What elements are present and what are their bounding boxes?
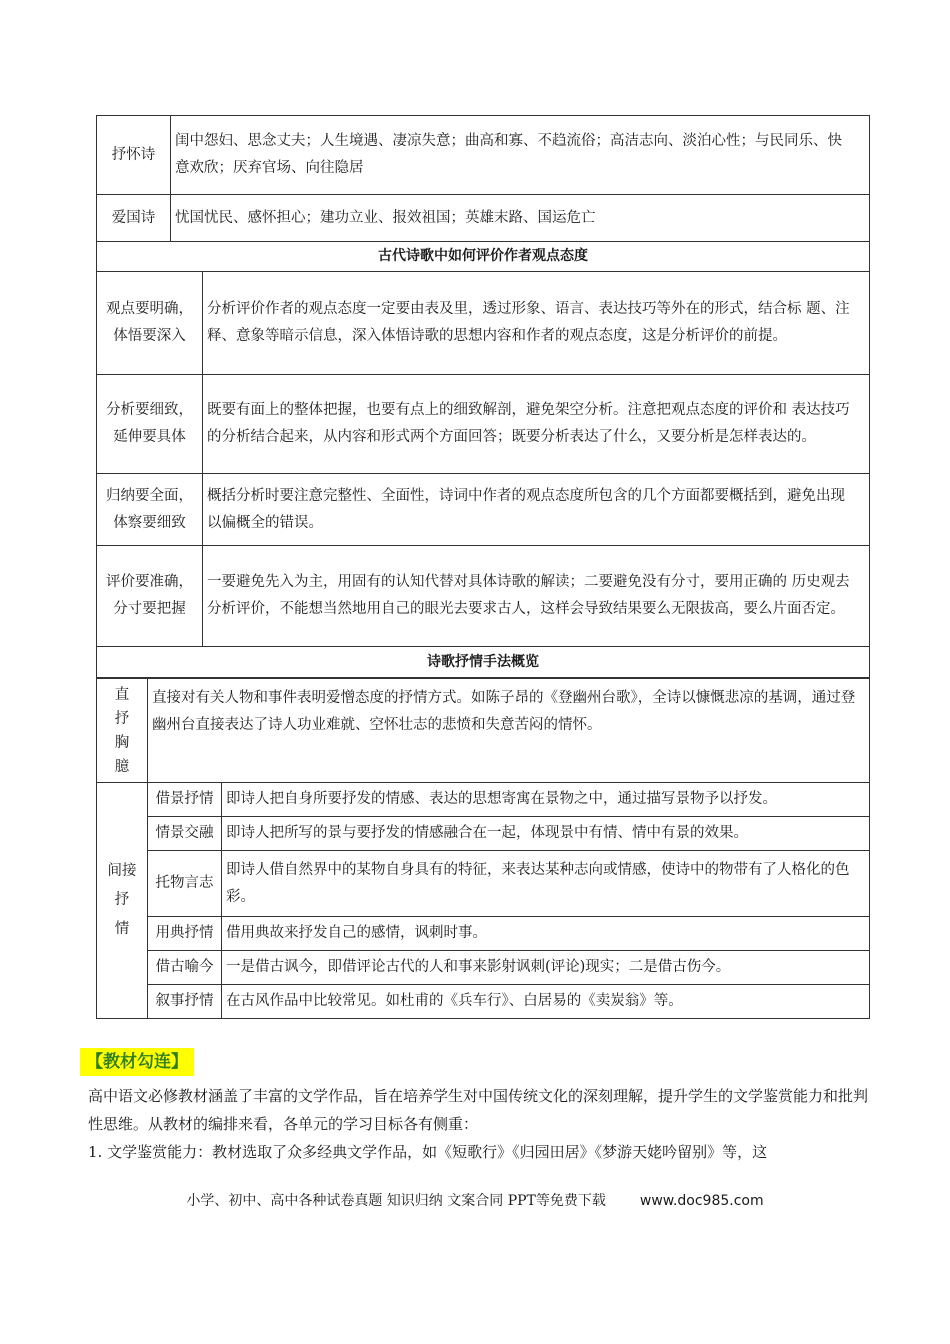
row-label: 抒怀诗 — [97, 116, 171, 195]
section-header-row — [97, 647, 870, 678]
technique-label: 用典抒情 — [148, 917, 222, 951]
direct-text: 直接对有关人物和事件表明爱憎态度的抒情方式。如陈子昂的《登幽州台歌》，全诗以慷慨悲凉的基调，通过登幽州台直接表达了诗人功业难就、空怀壮志的悲愤和失意苦闷的情怀。 — [148, 679, 870, 783]
label-line: 体察要细致 — [113, 514, 186, 531]
technique-label: 情景交融 — [148, 817, 222, 851]
table-row — [97, 116, 870, 195]
row-label — [97, 474, 203, 546]
label-line: 延伸要具体 — [113, 429, 186, 445]
label-line: 分析要细致， — [106, 402, 193, 418]
technique-label: 托物言志 — [148, 851, 222, 917]
row-label — [97, 546, 203, 647]
row-text: 概括分析时要注意完整性、全面性，诗词中作者的观点态度所包含的几个方面都要概括到，避免出现以偏概全的错误。 — [203, 474, 870, 546]
row-text: 一要避免先入为主，用固有的认知代替对具体诗歌的解读；二要避免没有分寸，要用正确的 历史观去分析评价，不能想当然地用自己的眼光去要求古人，这样会导致结果要么无限拔高，要么片面否定。 — [203, 546, 870, 647]
poetry-table — [96, 115, 870, 678]
technique-text: 借用典故来抒发自己的感情，讽刺时事。 — [222, 917, 870, 951]
technique-label: 借景抒情 — [148, 783, 222, 817]
technique-text: 即诗人借自然界中的某物自身具有的特征，来表达某种志向或情感，使诗中的物带有了人格化的色彩。 — [222, 851, 870, 917]
section-title: 古代诗歌中如何评价作者观点态度 — [97, 242, 870, 272]
table-row — [97, 851, 870, 917]
table-row — [97, 985, 870, 1019]
table-row — [97, 474, 870, 546]
technique-text: 即诗人把自身所要抒发的情感、表达的思想寄寓在景物之中，通过描写景物予以抒发。 — [222, 783, 870, 817]
row-text: 分析评价作者的观点态度一定要由表及里，透过形象、语言、表达技巧等外在的形式，结合标 题、注释、意象等暗示信息，深入体悟诗歌的思想内容和作者的观点态度，这是分析评价的前提。 — [203, 272, 870, 375]
footer-link[interactable]: www.doc985.com — [639, 1193, 764, 1209]
indirect-label: 间接 抒 情 — [97, 783, 148, 1019]
table-row — [97, 375, 870, 474]
label-line: 分寸要把握 — [113, 601, 186, 617]
table-row — [97, 783, 870, 817]
label-line: 归纳要全面， — [106, 487, 193, 504]
technique-label: 叙事抒情 — [148, 985, 222, 1019]
row-text: 既要有面上的整体把握，也要有点上的细致解剖，避免架空分析。注意把观点态度的评价和 表达技巧的分析结合起来，从内容和形式两个方面回答；既要分析表达了什么，又要分析是怎样表达的。 — [203, 375, 870, 474]
table-row — [97, 272, 870, 375]
row-text: 闺中怨妇、思念丈夫；人生境遇、凄凉失意；曲高和寡、不趋流俗；高洁志向、淡泊心性；与民同乐、快 意欢欣；厌弃官场、向往隐居 — [171, 116, 870, 195]
page-footer — [0, 1190, 950, 1212]
table-row — [97, 817, 870, 851]
row-label — [97, 272, 203, 375]
row-label: 爱国诗 — [97, 195, 171, 242]
section-title: 诗歌抒情手法概览 — [97, 647, 870, 678]
paragraph: 1. 文学鉴赏能力：教材选取了众多经典文学作品，如《短歌行》《归园田居》《梦游天姥吟留别》等，这 — [88, 1143, 768, 1161]
label-line: 体悟要深入 — [113, 328, 186, 344]
label-line: 评价要准确， — [106, 574, 193, 590]
technique-label: 借古喻今 — [148, 951, 222, 985]
table-row — [97, 195, 870, 242]
row-label — [97, 375, 203, 474]
table-row — [97, 917, 870, 951]
table-row — [97, 679, 870, 783]
section-tag: 【教材勾连】 — [80, 1048, 194, 1076]
section-header-row — [97, 242, 870, 272]
lyric-techniques-table — [96, 678, 870, 1019]
table-row — [97, 951, 870, 985]
paragraph: 高中语文必修教材涵盖了丰富的文学作品，旨在培养学生对中国传统文化的深刻理解，提升学生的文学鉴赏能力和批判性思维。从教材的编排来看，各单元的学习目标各有侧重： — [88, 1087, 869, 1133]
direct-label: 直 抒 胸 臆 — [97, 679, 148, 783]
technique-text: 即诗人把所写的景与要抒发的情感融合在一起，体现景中有情、情中有景的效果。 — [222, 817, 870, 851]
technique-text: 在古风作品中比较常见。如杜甫的《兵车行》、白居易的《卖炭翁》等。 — [222, 985, 870, 1019]
label-line: 观点要明确， — [106, 301, 193, 317]
table-row — [97, 546, 870, 647]
technique-text: 一是借古讽今，即借评论古代的人和事来影射讽刺(评论)现实；二是借古伤今。 — [222, 951, 870, 985]
footer-text: 小学、初中、高中各种试卷真题 知识归纳 文案合同 PPT等免费下载 — [186, 1193, 606, 1209]
row-text: 忧国忧民、感怀担心；建功立业、报效祖国；英雄末路、国运危亡 — [171, 195, 870, 242]
